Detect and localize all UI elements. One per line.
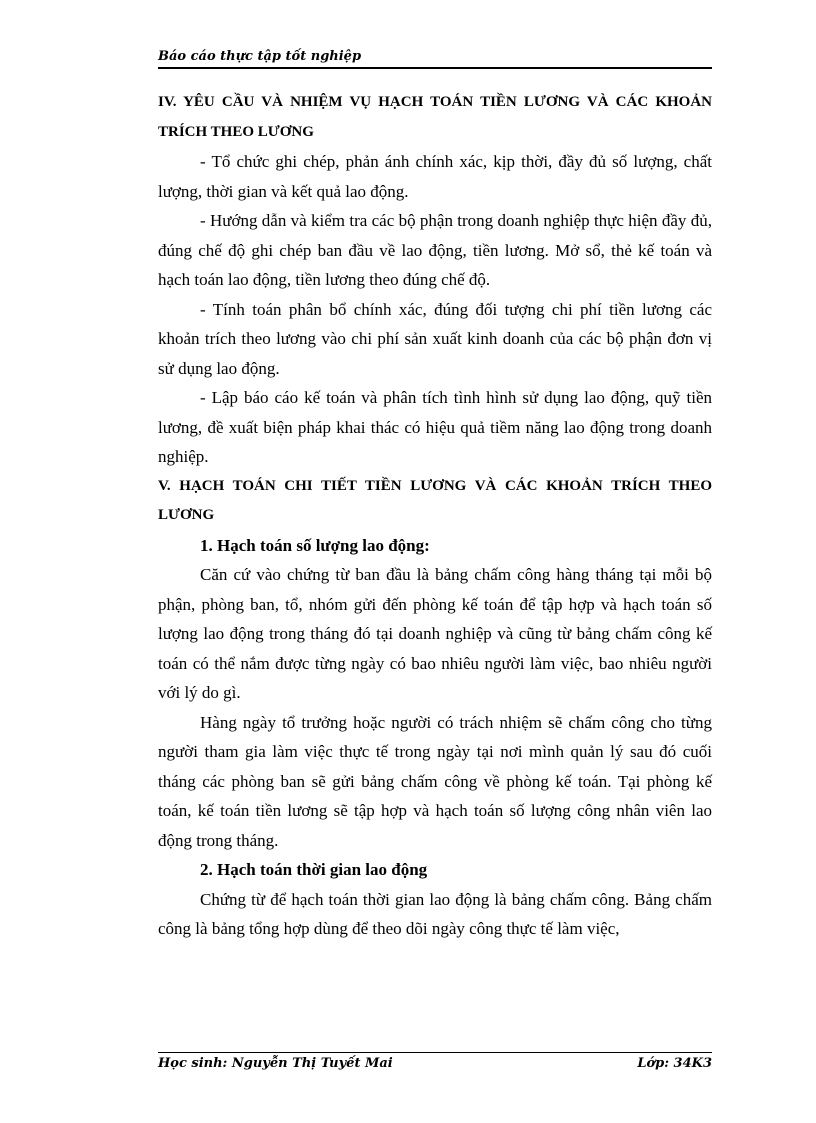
section-5-heading: V. HẠCH TOÁN CHI TIẾT TIỀN LƯƠNG VÀ CÁC KHOẢN TRÍCH THEO LƯƠNG (158, 477, 712, 523)
section-4-paragraph: - Lập báo cáo kế toán và phân tích tình hình sử dụng lao động, quỹ tiền lương, đề xuất biện pháp khai thác có hiệu quả tiềm năng lao động trong doanh nghiệp. (158, 388, 712, 466)
header-title: Báo cáo thực tập tốt nghiệp (158, 49, 362, 64)
header-rule (158, 67, 712, 69)
subsection-1-title: 1. Hạch toán số lượng lao động: (200, 535, 430, 555)
section-4-paragraph: - Tổ chức ghi chép, phản ánh chính xác, kịp thời, đầy đủ số lượng, chất lượng, thời gian và kết quả lao động. (158, 152, 712, 201)
footer-class: Lớp: 34K3 (637, 1056, 712, 1071)
subsection-2-paragraph: Chứng từ để hạch toán thời gian lao động là bảng chấm công. Bảng chấm công là bảng tổng hợp dùng để theo dõi ngày công thực tế làm việc, (158, 889, 712, 938)
section-4-paragraph: - Tính toán phân bổ chính xác, đúng đối tượng chi phí tiền lương các khoản trích theo lương vào chi phí sản xuất kinh doanh của các bộ phận đơn vị sử dụng lao động. (158, 299, 712, 378)
section-4-heading: IV. YÊU CẦU VÀ NHIỆM VỤ HẠCH TOÁN TIỀN LƯƠNG VÀ CÁC KHOẢN TRÍCH THEO LƯƠNG (158, 94, 712, 140)
page-header (158, 48, 712, 66)
section-4-paragraph: - Hướng dẫn và kiểm tra các bộ phận trong doanh nghiệp thực hiện đầy đủ, đúng chế độ ghi chép ban đầu về lao động, tiền lương. Mở sổ, thẻ kế toán và hạch toán lao động, tiền lương theo đúng chế độ. (158, 211, 712, 289)
document-body (158, 88, 712, 944)
footer-rule (158, 1052, 712, 1053)
subsection-1-paragraph: Căn cứ vào chứng từ ban đầu là bảng chấm công hàng tháng tại mỗi bộ phận, phòng ban, tổ, nhóm gửi đến phòng kế toán để tập hợp và hạch toán số lượng lao động trong tháng đó tại doanh nghiệp và cũng từ bảng chấm công kế toán có thể nắm được từng ngày có bao nhiêu người làm việc, bao nhiêu người với lý do gì. (158, 565, 712, 702)
subsection-1-paragraph: Hàng ngày tổ trưởng hoặc người có trách nhiệm sẽ chấm công cho từng người tham gia làm việc thực tế trong ngày tại nơi mình quản lý sau đó cuối tháng các phòng ban sẽ gửi bảng chấm công về phòng kế toán. Tại phòng kế toán, kế toán tiền lương sẽ tập hợp và hạch toán số lượng công nhân viên lao động trong tháng. (158, 712, 712, 850)
subsection-2-title: 2. Hạch toán thời gian lao động (200, 860, 428, 879)
page-footer (158, 1056, 712, 1076)
footer-student-name: Học sinh: Nguyễn Thị Tuyết Mai (158, 1056, 393, 1071)
